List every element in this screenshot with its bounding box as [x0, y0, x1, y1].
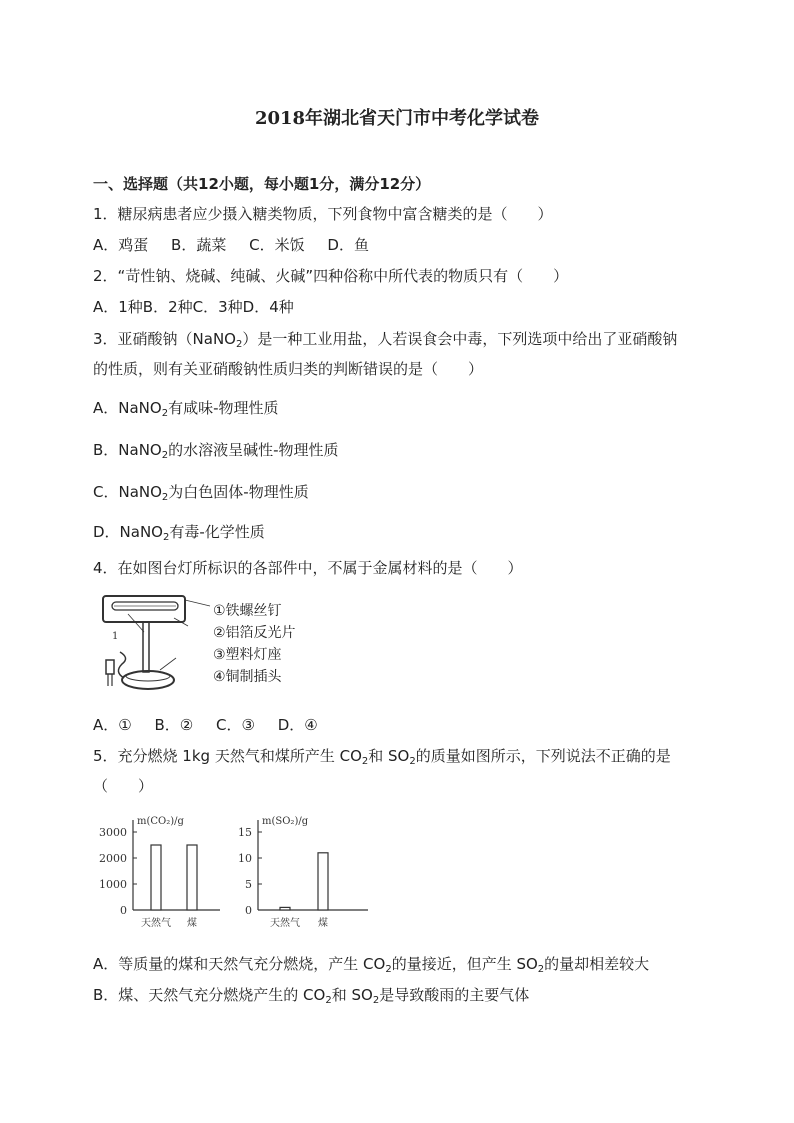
desk-lamp-figure: [100, 592, 212, 698]
q1-options: [93, 235, 387, 255]
co2-bar-chart: [95, 810, 225, 935]
x-tick-label: 煤: [318, 918, 328, 929]
y-tick-label: 10: [238, 852, 252, 865]
q3-option-c[interactable]: C．NaNO$_2$为白色固体-物理性质: [93, 483, 309, 503]
bar-coal: [187, 845, 197, 910]
q3-stem-line2: 的性质，则有关亚硝酸钠性质归类的判断错误的是（ ）: [93, 360, 484, 378]
q2-stem: 2．“苛性钠、烧碱、纯碱、火碱”四种俗称中所代表的物质只有（ ）: [93, 267, 569, 285]
y-tick-label: 0: [120, 904, 127, 917]
page-title: 2018年湖北省天门市中考化学试卷: [254, 108, 540, 129]
q4-options: [93, 715, 336, 735]
x-tick-label: 天然气: [141, 918, 171, 929]
q2-options[interactable]: A．1种B．2种C．3种D．4种: [93, 298, 294, 316]
y-tick-label: 1000: [99, 878, 127, 891]
q5-option-b[interactable]: B．煤、天然气充分燃烧产生的 $CO_2$和 $SO_2$是导致酸雨的主要气体: [93, 986, 530, 1006]
q4-stem: 4．在如图台灯所标识的各部件中，不属于金属材料的是（ ）: [93, 559, 523, 577]
bar-coal: [318, 853, 328, 910]
y-tick-label: 0: [245, 904, 252, 917]
q4-part-1: ①铁螺丝钉: [213, 603, 282, 619]
q4-part-3: ③塑料灯座: [213, 647, 282, 663]
so2-bar-chart: [228, 810, 373, 935]
q4-part-2: ②铝箔反光片: [213, 625, 296, 641]
q4-option-c[interactable]: C．③: [216, 716, 255, 734]
q4-option-b[interactable]: B．②: [154, 716, 194, 734]
q1-option-d[interactable]: D．鱼: [327, 236, 369, 254]
y-tick-label: 3000: [99, 826, 127, 839]
q1-stem: 1．糖尿病患者应少摄入糖类物质，下列食物中富含糖类的是（ ）: [93, 205, 553, 223]
q5-option-a[interactable]: A．等质量的煤和天然气充分燃烧，产生 $CO_2$的量接近，但产生 $SO_2$的量却相差较大: [93, 955, 650, 975]
q3-option-a[interactable]: A．NaNO$_2$有咸味-物理性质: [93, 399, 279, 419]
x-tick-label: 天然气: [270, 918, 300, 929]
lamp-label: 1: [112, 631, 119, 642]
y-axis-label: m(CO₂)/g: [137, 816, 184, 827]
q4-option-a[interactable]: A．①: [93, 716, 132, 734]
y-tick-label: 5: [245, 878, 252, 891]
q5-stem-line1: 5．充分燃烧 1kg 天然气和煤所产生 $CO_2$和 $SO_2$的质量如图所示，下列说法不正确的是: [93, 747, 671, 767]
q3-option-d[interactable]: D．NaNO$_2$有毒-化学性质: [93, 523, 265, 543]
bar-natural-gas: [151, 845, 161, 910]
q3-stem-line1: 3．亚硝酸钠（NaNO$_2$）是一种工业用盐，人若误食会中毒，下列选项中给出了亚硝酸钠: [93, 330, 678, 350]
q1-option-b[interactable]: B．蔬菜: [171, 236, 227, 254]
q1-option-a[interactable]: A．鸡蛋: [93, 236, 149, 254]
bar-natural-gas: [280, 907, 290, 910]
q4-part-4: ④铜制插头: [213, 669, 282, 685]
y-tick-label: 15: [238, 826, 252, 839]
q1-option-c[interactable]: C．米饭: [249, 236, 305, 254]
q5-stem-line2: （ ）: [93, 777, 154, 795]
section-heading: 一、选择题（共12小题，每小题1分，满分12分）: [93, 175, 431, 193]
x-tick-label: 煤: [187, 918, 197, 929]
q3-option-b[interactable]: B．NaNO$_2$的水溶液呈碱性-物理性质: [93, 441, 339, 461]
y-axis-label: m(SO₂)/g: [262, 816, 309, 827]
y-tick-label: 2000: [99, 852, 127, 865]
q4-parts-list: [213, 600, 296, 688]
q4-option-d[interactable]: D．④: [277, 716, 318, 734]
